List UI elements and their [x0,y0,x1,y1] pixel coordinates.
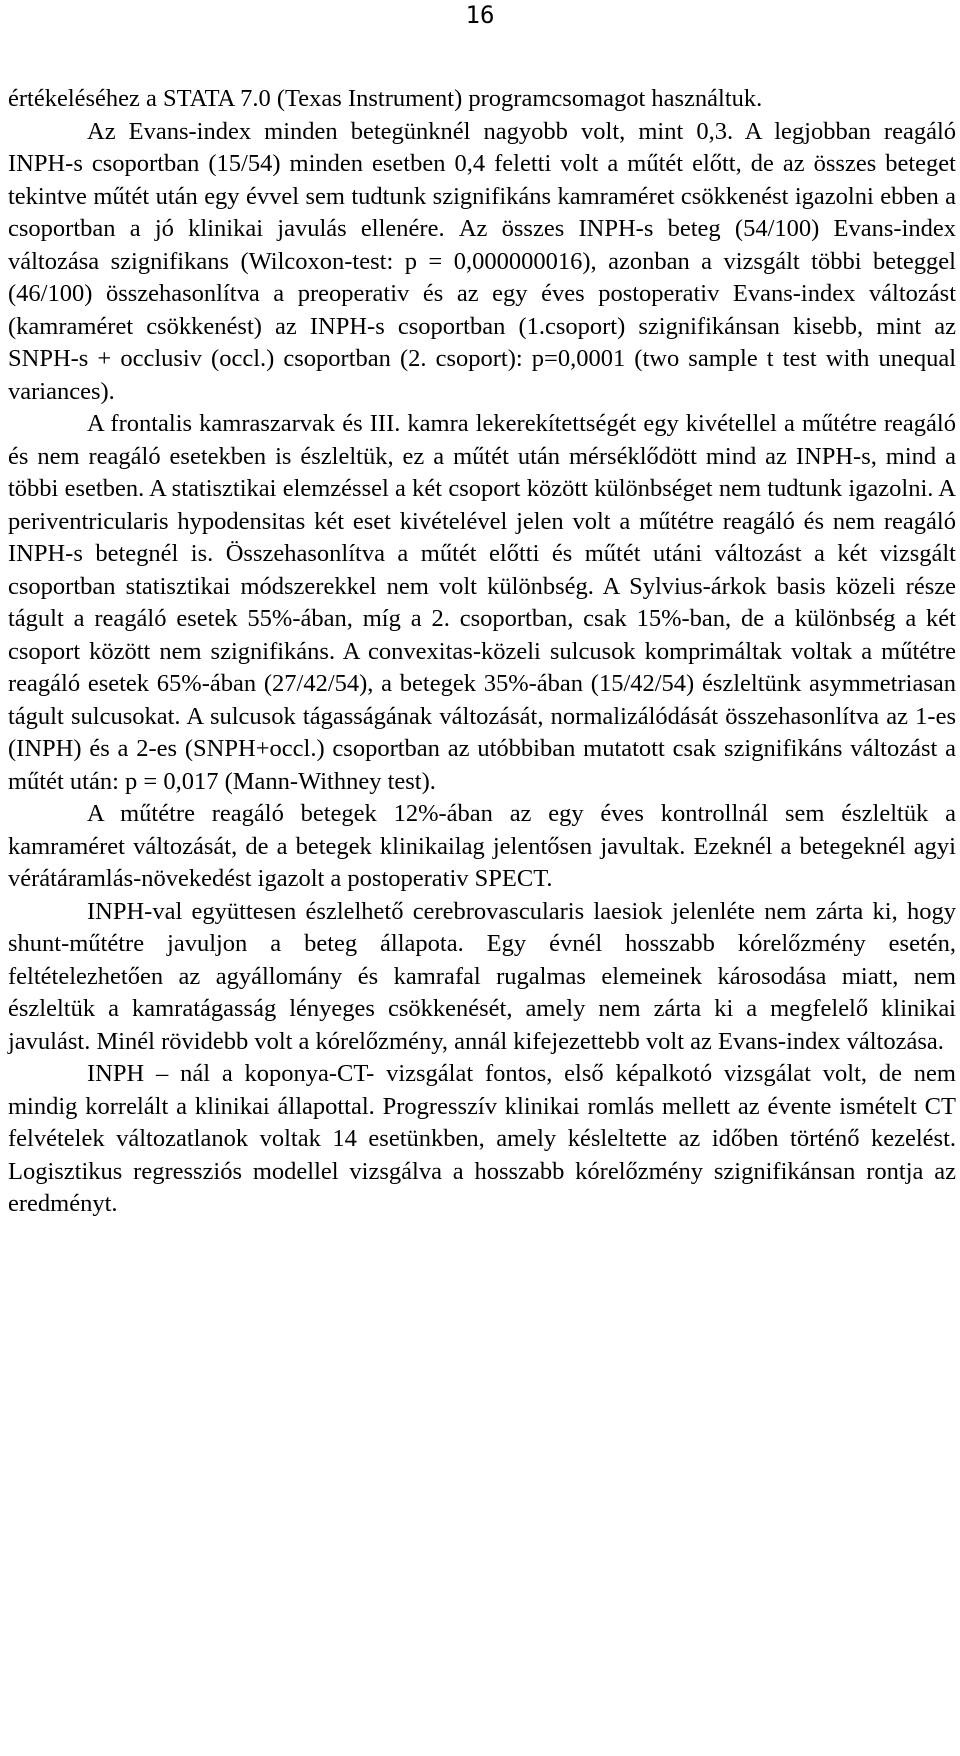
paragraph-6: INPH-val együttesen észlelhető cerebrovascularis laesiok jelenléte nem zárta ki, hogy shunt-műtétre javuljon a beteg állapota. Egy évnél hosszabb kórelőzmény esetén, feltételezhetően az agyállomány és kamrafal rugalmas elemeinek károsodása miatt, nem észleltük a kamratágasság lényeges csökkenését, amely nem zárta ki a megfelelő klinikai javulást. Minél rövidebb volt a kórelőzmény, annál kifejezettebb volt az Evans-index változása. [8,897,956,1055]
paragraph-2: Az Evans-index minden betegünknél nagyobb volt, mint 0,3. A legjobban reagáló INPH-s csoportban (15/54) minden esetben 0,4 feletti volt a műtét előtt, de az összes beteget tekintve műtét után egy évvel sem tudtunk szignifikáns kamraméret csökkenést igazolni ebben a csoportban a jó klinikai javulás ellenére. Az összes INPH-s beteg (54/100) Evans-index változása szignifikans (Wilcoxon-test: p = 0,000000016), azonban a vizsgált többi beteggel (46/100) összehasonlítva a preoperativ és az egy éves postoperativ Evans-index változást (kamraméret csökkenést) az INPH-s csoportban (1.csoport) szignifikánsan kisebb, mint az SNPH-s + occlusiv (occl.) csoportban (2. csoport): p=0,0001 (two sample t test with unequal variances). [8,117,956,405]
paragraph-5: A műtétre reagáló betegek 12%-ában az egy éves kontrollnál sem észleltük a kamraméret változását, de a betegek klinikailag jelentősen javultak. Ezeknél a betegeknél agyi vérátáramlás-növekedést igazolt a postoperativ SPECT. [8,800,956,892]
page-number: 16 [465,1,495,29]
paragraph-4: A frontalis kamraszarvak és III. kamra lekerekítettségét egy kivétellel a műtétre reagáló és nem reagáló esetekben is észleltük, ez a műtét után mérséklődött mind az INPH-s, mind a többi esetben. A statisztikai elemzéssel a két csoport között különbséget nem tudtunk igazolni. A periventricularis hypodensitas két eset kivételével jelen volt a műtétre reagáló és nem reagáló INPH-s betegnél is. Összehasonlítva a műtét előtti és műtét utáni változást a két vizsgált csoportban statisztikai módszerekkel nem volt különbség. A Sylvius-árkok basis közeli része tágult a reagáló esetek 55%-ában, míg a 2. csoportban, csak 15%-ban, de a különbség a két csoport között nem szignifikáns. A convexitas-közeli sulcusok komprimáltak voltak a műtétre reagáló esetek 65%-ában (27/42/54), a betegek 35%-ában (15/42/54) észleltünk asymmetriasan tágult sulcusokat. A sulcusok tágasságának változását, normalizálódását összehasonlítva az 1-es (INPH) és a 2-es (SNPH+occl.) csoportban az utóbbiban mutatott csak szignifikáns változást a műtét után: p = 0,017 (Mann-Withney test). [8,410,956,795]
document-body [8,83,956,1221]
paragraph-7: INPH – nál a koponya-CT- vizsgálat fontos, első képalkotó vizsgálat volt, de nem mindig korrelált a klinikai állapottal. Progresszív klinikai romlás mellett az évente ismételt CT felvételek változatlanok voltak 14 esetünkben, amely késleltette az időben történő kezelést. Logisztikus regressziós modellel vizsgálva a hosszabb kórelőzmény szignifikánsan rontja az eredményt. [8,1060,956,1217]
paragraph-1: értékeléséhez a STATA 7.0 (Texas Instrument) programcsomagot használtuk. [8,85,763,112]
paragraph-3: Az összes INPH-s beteg (54/100) Evans-index változása szignifikans (Wilcoxon-test: p = 0,000000016), azonban a vizsgált többi beteggel (46/100) összehasonlítva a preoperativ és az egy éves postoperativ Evans-index változást (kamraméret csökkenést) az INPH-s csoportban (1.csoport) szignifikánsan kisebb, mint az SNPH-s + occlusiv (occl.) csoportban (2. csoport): p=0,0001 (two sample t test with unequal variances). [8,215,956,405]
